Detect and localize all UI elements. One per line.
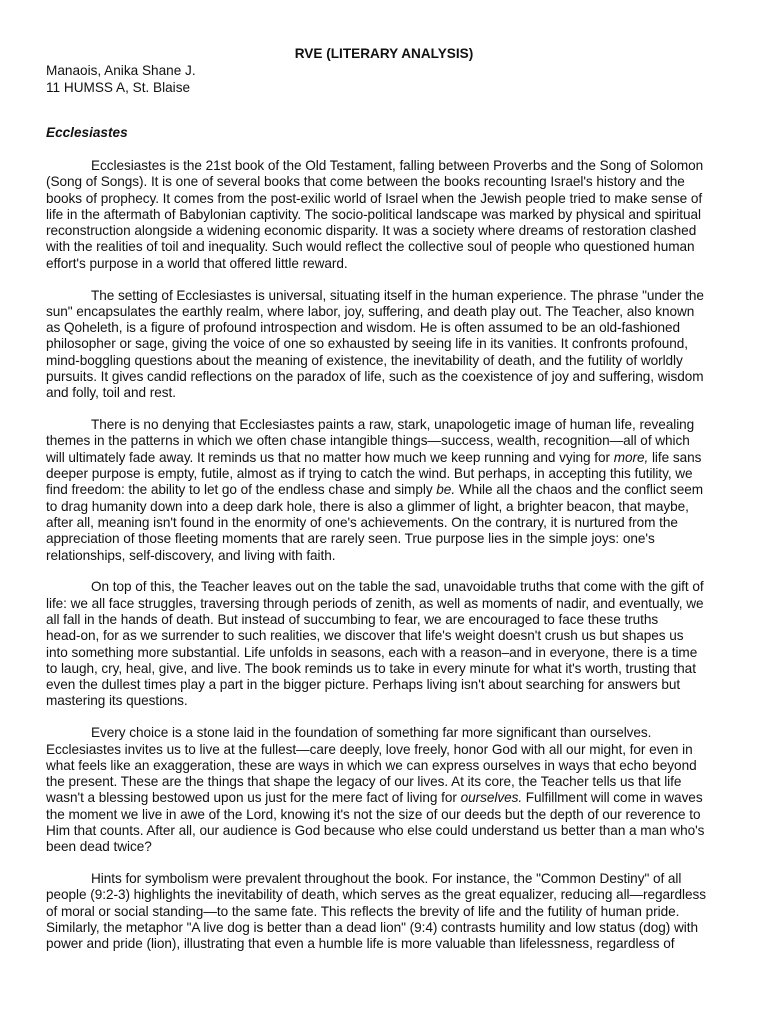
paragraph-line: Similarly, the metaphor "A live dog is better than a dead lion" (9:4) contrasts humility and low status (dog) with	[46, 919, 698, 935]
paragraph-line: been dead twice?	[46, 839, 152, 855]
paragraph-2	[46, 288, 722, 402]
line-text: find freedom: the ability to let go of the endless chase and simply	[46, 482, 437, 498]
paragraph-line: The setting of Ecclesiastes is universal, situating itself in the human experience. The phrase "under the	[91, 287, 704, 303]
paragraph-line: Every choice is a stone laid in the foundation of something far more significant than ourselves.	[91, 725, 652, 741]
paragraph-line: people (9:2-3) highlights the inevitability of death, which serves as the great equalizer, reducing all—regardless	[46, 887, 707, 903]
line-text: will ultimately fade away. It reminds us that no matter how much we keep running and vying for	[46, 449, 614, 465]
paragraph-line: the present. These are the things that shape the legacy of our lives. At its core, the Teacher tells us that life	[46, 774, 682, 790]
emphasis-text: more,	[613, 449, 649, 465]
paragraph-line: life: we all face struggles, traversing through periods of zenith, as well as moments of nadir, and eventually, we	[46, 595, 704, 611]
line-text: Fulfillment will come in waves	[522, 790, 703, 806]
paragraph-line: relationships, self-discovery, and living with faith.	[46, 547, 336, 563]
paragraph-line: Ecclesiastes invites us to live at the fullest—care deeply, love freely, honor God with all our might, for even in	[46, 741, 693, 757]
paragraph-line: pursuits. It gives candid reflections on the paradox of life, such as the coexistence of joy and suffering, wisdom	[46, 369, 704, 385]
line-text: While all the chaos and the conflict seem	[455, 482, 704, 498]
line-text: life sans	[648, 449, 702, 465]
paragraph-line: On top of this, the Teacher leaves out on the table the sad, unavoidable truths that come with the gift of	[91, 579, 704, 595]
emphasis-text: be.	[436, 482, 456, 498]
paragraph-line: sun" encapsulates the earthly realm, where labor, joy, suffering, and death play out. The Teacher, also known	[46, 303, 695, 319]
paragraph-line: There is no denying that Ecclesiastes paints a raw, stark, unapologetic image of human life, revealing	[91, 417, 695, 433]
paragraph-line: philosopher or sage, giving the voice of one so exhausted by seeing life in its vanities. It confronts profound,	[46, 336, 689, 352]
paragraph-line: to laugh, cry, heal, give, and live. The book reminds us to take in every minute for what it's worth, trusting that	[46, 660, 696, 676]
paragraph-line: to drag humanity down into a deep dark hole, there is also a glimmer of light, a brighter beacon, that maybe,	[46, 498, 689, 514]
paragraph-line: books of prophecy. It comes from the post-exilic world of Israel when the Jewish people tried to make sense of	[46, 190, 703, 206]
paragraph-line: head-on, for as we surrender to such realities, we discover that life's weight doesn't crush us but shapes us	[46, 628, 684, 644]
paragraph-line: of moral or social standing—to the same fate. This reflects the brevity of life and the futility of human pride.	[46, 903, 680, 919]
paragraph-line: power and pride (lion), illustrating that even a humble life is more valuable than lifelessness, regardless of	[46, 936, 675, 952]
paragraph-3	[46, 417, 722, 564]
class-section: 11 HUMSS A, St. Blaise	[46, 80, 191, 95]
paragraph-line: and folly, toil and rest.	[46, 385, 176, 401]
paragraph-line	[46, 482, 722, 498]
paragraph-line: with the realities of toil and inequality. Such would reflect the collective soul of people who questioned human	[46, 239, 695, 255]
paragraph-line: all fall in the hands of death. But instead of succumbing to fear, we are encouraged to face these truths	[46, 611, 659, 627]
paragraph-line: Ecclesiastes is the 21st book of the Old Testament, falling between Proverbs and the Song of Solomon	[91, 158, 704, 173]
paragraph-line: appreciation of those fleeting moments that are rarely seen. True purpose lies in the simple joys: one's	[46, 531, 655, 547]
paragraph-5	[46, 725, 722, 855]
emphasis-text: ourselves.	[460, 790, 523, 806]
paragraph-line: after all, meaning isn't found in the enormity of one's achievements. On the contrary, it is nurtured from the	[46, 514, 678, 530]
paragraph-line: mastering its questions.	[46, 693, 188, 709]
paragraph-line: mind-boggling questions about the meaning of existence, the inevitability of death, and the futility of worldly	[46, 352, 683, 368]
author-name: Manaois, Anika Shane J.	[46, 63, 196, 78]
paragraph-line: even the dullest times play a part in the bigger picture. Perhaps living isn't about searching for answers but	[46, 677, 681, 693]
paragraph-line	[46, 790, 722, 806]
paragraph-line: (Song of Songs). It is one of several books that come between the books recounting Israel's history and the	[46, 174, 685, 190]
paragraph-line: deeper purpose is empty, futile, almost as if trying to catch the wind. But perhaps, in accepting this futility, we	[46, 466, 693, 482]
paragraph-line: Him that counts. After all, our audience is God because who else could understand us better than a man who's	[46, 822, 705, 838]
line-text: wasn't a blessing bestowed upon us just for the mere fact of living for	[46, 790, 461, 806]
paragraph-line: reconstruction alongside a widening economic disparity. It was a society where dreams of restoration clashed	[46, 223, 697, 239]
paragraph-line: Hints for symbolism were prevalent throughout the book. For instance, the "Common Destiny" of all	[91, 871, 682, 887]
paragraph-line: as Qoheleth, is a figure of profound introspection and wisdom. He is often assumed to be an old-fashioned	[46, 320, 681, 336]
paragraph-line: effort's purpose in a world that offered little reward.	[46, 255, 348, 271]
paragraph-line: the moment we live in awe of the Lord, knowing it's not the size of our deeds but the depth of our reverence to	[46, 806, 701, 822]
paragraph-6	[46, 871, 722, 952]
paragraph-1	[46, 158, 722, 272]
paragraph-line: what feels like an exaggeration, these are ways in which we can express ourselves in ways that echo beyond	[46, 757, 697, 773]
paragraph-line: life in the aftermath of Babylonian captivity. The socio-political landscape was marked by physical and spiritual	[46, 206, 701, 222]
paragraph-line	[46, 450, 722, 466]
document-title: RVE (LITERARY ANALYSIS)	[294, 46, 474, 61]
paragraph-line: themes in the patterns in which we often chase intangible things—success, wealth, recognition—all of which	[46, 433, 690, 449]
paragraph-4	[46, 579, 722, 709]
section-title: Ecclesiastes	[46, 125, 128, 140]
paragraph-line: into something more substantial. Life unfolds in seasons, each with a reason–and in everyone, there is a time	[46, 644, 698, 660]
